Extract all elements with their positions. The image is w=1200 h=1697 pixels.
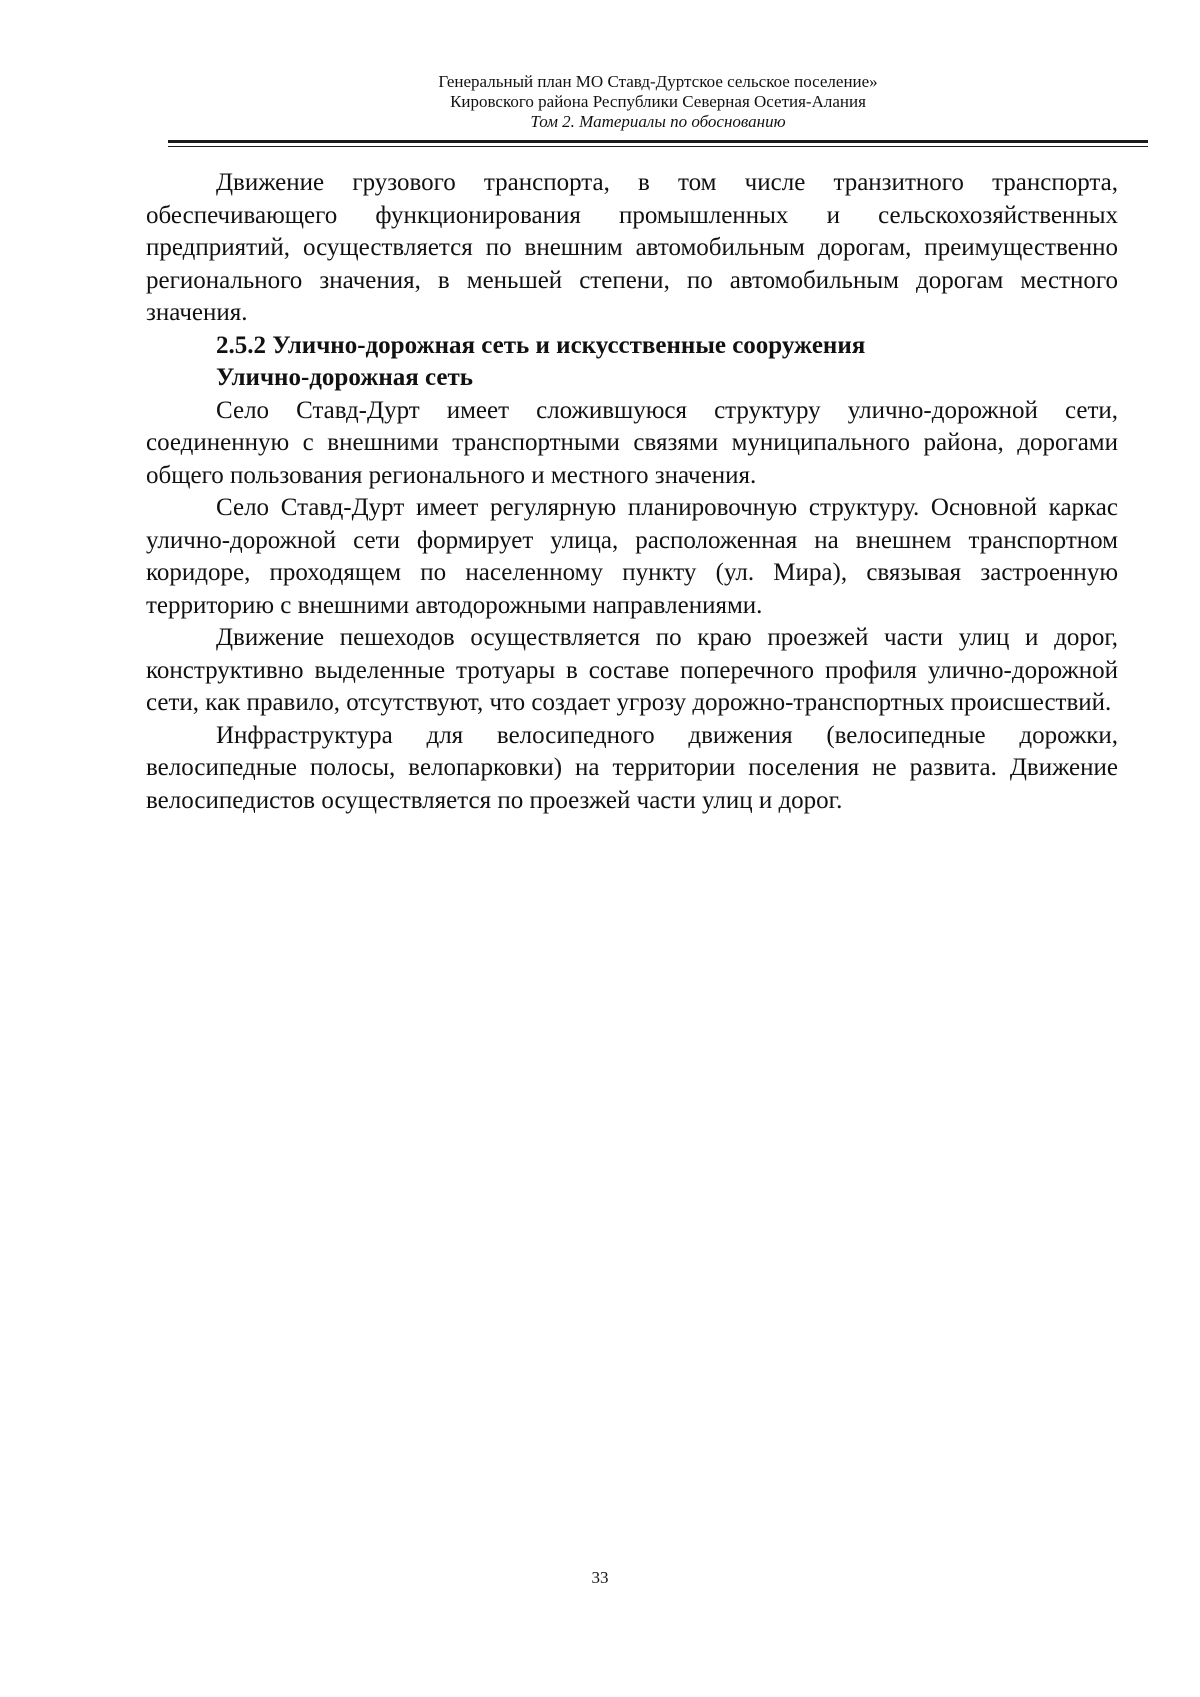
header-rule-thick bbox=[168, 140, 1148, 143]
header-title-line-2: Кировского района Республики Северная Осетия-Алания bbox=[450, 92, 866, 111]
page-number: 33 bbox=[591, 1568, 609, 1587]
paragraph-planning-structure: Село Ставд-Дурт имеет регулярную планировочную структуру. Основной каркас улично-дорожной сети формирует улица, расположенная на внешнем транспортном коридоре, проходящем по населенному пункту (ул. Мира), связывая застроенную территорию с внешними автодорожными направлениями. bbox=[146, 494, 1118, 619]
paragraph-freight-traffic: Движение грузового транспорта, в том числе транзитного транспорта, обеспечивающего функционирования промышленных и сельскохозяйственных предприятий, осуществляется по внешним автомобильным дорогам, преимущественно регионального значения, в меньшей степени, по автомобильным дорогам местного значения. bbox=[146, 169, 1118, 326]
paragraph-pedestrians: Движение пешеходов осуществляется по краю проезжей части улиц и дорог, конструктивно выделенные тротуары в составе поперечного профиля улично-дорожной сети, как правило, отсутствуют, что создает угрозу дорожно-транспортных происшествий. bbox=[146, 624, 1118, 716]
header-title-line-1: Генеральный план МО Ставд-Дуртское сельское поселение» bbox=[438, 72, 878, 91]
section-heading: 2.5.2 Улично-дорожная сеть и искусственные сооружения bbox=[216, 331, 866, 359]
paragraph-street-network: Село Ставд-Дурт имеет сложившуюся структуру улично-дорожной сети, соединенную с внешними транспортными связями муниципального района, дорогами общего пользования регионального и местного значения. bbox=[146, 396, 1118, 489]
header-rule-thin bbox=[168, 146, 1148, 147]
subsection-heading: Улично-дорожная сеть bbox=[216, 364, 474, 391]
page-header bbox=[168, 72, 1148, 132]
header-volume-line: Том 2. Материалы по обоснованию bbox=[530, 112, 786, 131]
document-body bbox=[146, 167, 1118, 817]
paragraph-bicycle-infrastructure: Инфраструктура для велосипедного движения (велосипедные дорожки, велосипедные полосы, велопарковки) на территории поселения не развита. Движение велосипедистов осуществляется по проезжей части улиц и дорог. bbox=[146, 721, 1118, 814]
